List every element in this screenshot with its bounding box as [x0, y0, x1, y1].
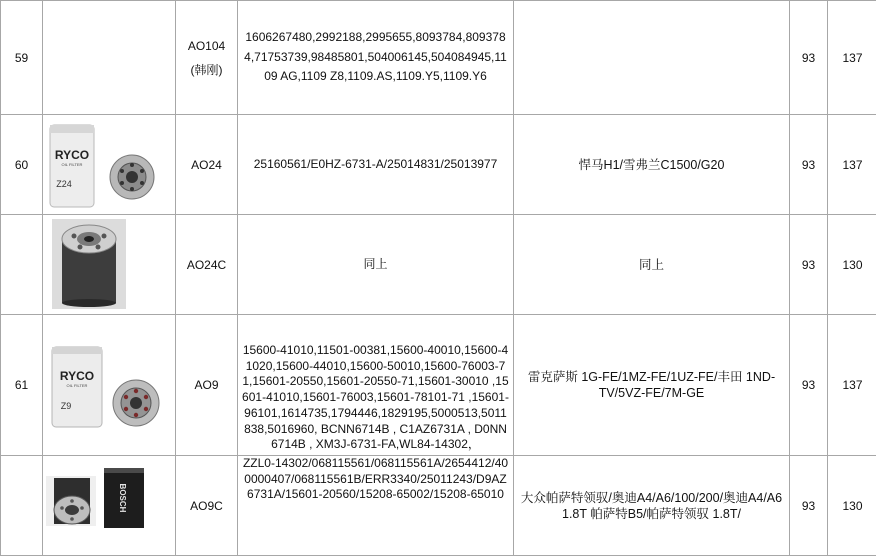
applicable-models: 同上 — [514, 215, 790, 315]
dimension-b: 137 — [828, 1, 876, 115]
brand-sublabel: OIL FILTER — [67, 383, 88, 388]
table-row — [1, 315, 876, 456]
row-number — [1, 456, 43, 556]
ryco-filter-photo — [48, 345, 168, 433]
dimension-b: 137 — [828, 115, 876, 215]
product-photo-cell — [43, 115, 176, 215]
row-number — [1, 215, 43, 315]
filter-photo-pair — [46, 468, 170, 530]
applicable-models: 悍马H1/雪弗兰C1500/G20 — [514, 115, 790, 215]
dimension-b: 130 — [828, 456, 876, 556]
product-photo-cell — [43, 215, 176, 315]
oem-numbers: ZZL0-14302/068115561/068115561A/2654412/400000407/068115561B/ERR3340/25011243/D9AZ6731A/15601-20560/15208-65002/15208-65010 — [238, 456, 514, 556]
dimension-a: 93 — [790, 215, 828, 315]
oem-numbers: 15600-41010,11501-00381,15600-40010,15600-41020,15600-44010,15600-50010,15600-76003-71,15601-20550,15601-20550-71,15601-30010 ,15601-41010,15601-76003,15601-78101-71 ,15601-96101,1614735,1794446,1829195,5000513,5011838,5016960, BCNN6714B , C1AZ6731A , D0NN6714B , XM3J-6731-FA,WL84-14302， — [238, 315, 514, 456]
brand-label: RYCO — [55, 148, 89, 162]
row-number: 61 — [1, 315, 43, 456]
oem-numbers: 同上 — [238, 215, 514, 315]
model-code: AO24C — [176, 215, 238, 315]
table-row — [1, 456, 876, 556]
dimension-a: 93 — [790, 115, 828, 215]
applicable-models: 雷克萨斯 1G-FE/1MZ-FE/1UZ-FE/丰田 1ND-TV/5VZ-FE/7M-GE — [514, 315, 790, 456]
product-photo-cell — [43, 456, 176, 556]
model-code: AO9C — [176, 456, 238, 556]
dimension-a: 93 — [790, 456, 828, 556]
dimension-b: 130 — [828, 215, 876, 315]
row-number: 60 — [1, 115, 43, 215]
dimension-a: 93 — [790, 315, 828, 456]
applicable-models: 大众帕萨特领驭/奥迪A4/A6/100/200/奥迪A4/A6 1.8T 帕萨特B5/帕萨特领驭 1.8T/ — [514, 456, 790, 556]
model-code: AO9 — [176, 315, 238, 456]
model-code: AO104 (韩刚) — [176, 1, 238, 115]
table-row — [1, 1, 876, 115]
part-label: Z9 — [61, 401, 72, 411]
oem-numbers: 25160561/E0HZ-6731-A/25014831/25013977 — [238, 115, 514, 215]
product-photo-cell — [43, 1, 176, 115]
brand-sublabel: OIL FILTER — [62, 162, 83, 167]
product-photo-cell — [43, 315, 176, 456]
part-label: Z24 — [56, 179, 72, 189]
model-code: AO24 — [176, 115, 238, 215]
table-row — [1, 115, 876, 215]
filter-photo — [52, 219, 126, 309]
ryco-filter-photo — [46, 121, 162, 209]
dimension-b: 137 — [828, 315, 876, 456]
oem-numbers: 1606267480,2992188,2995655,8093784,8093784,71753739,98485801,504006145,504084945,1109 AG,1109 Z8,1109.AS,1109.Y5,1109.Y6 — [238, 1, 514, 115]
row-number: 59 — [1, 1, 43, 115]
brand-label: RYCO — [60, 369, 94, 383]
applicable-models — [514, 1, 790, 115]
table-row — [1, 215, 876, 315]
dimension-a: 93 — [790, 1, 828, 115]
brand-label: BOSCH — [118, 484, 127, 513]
